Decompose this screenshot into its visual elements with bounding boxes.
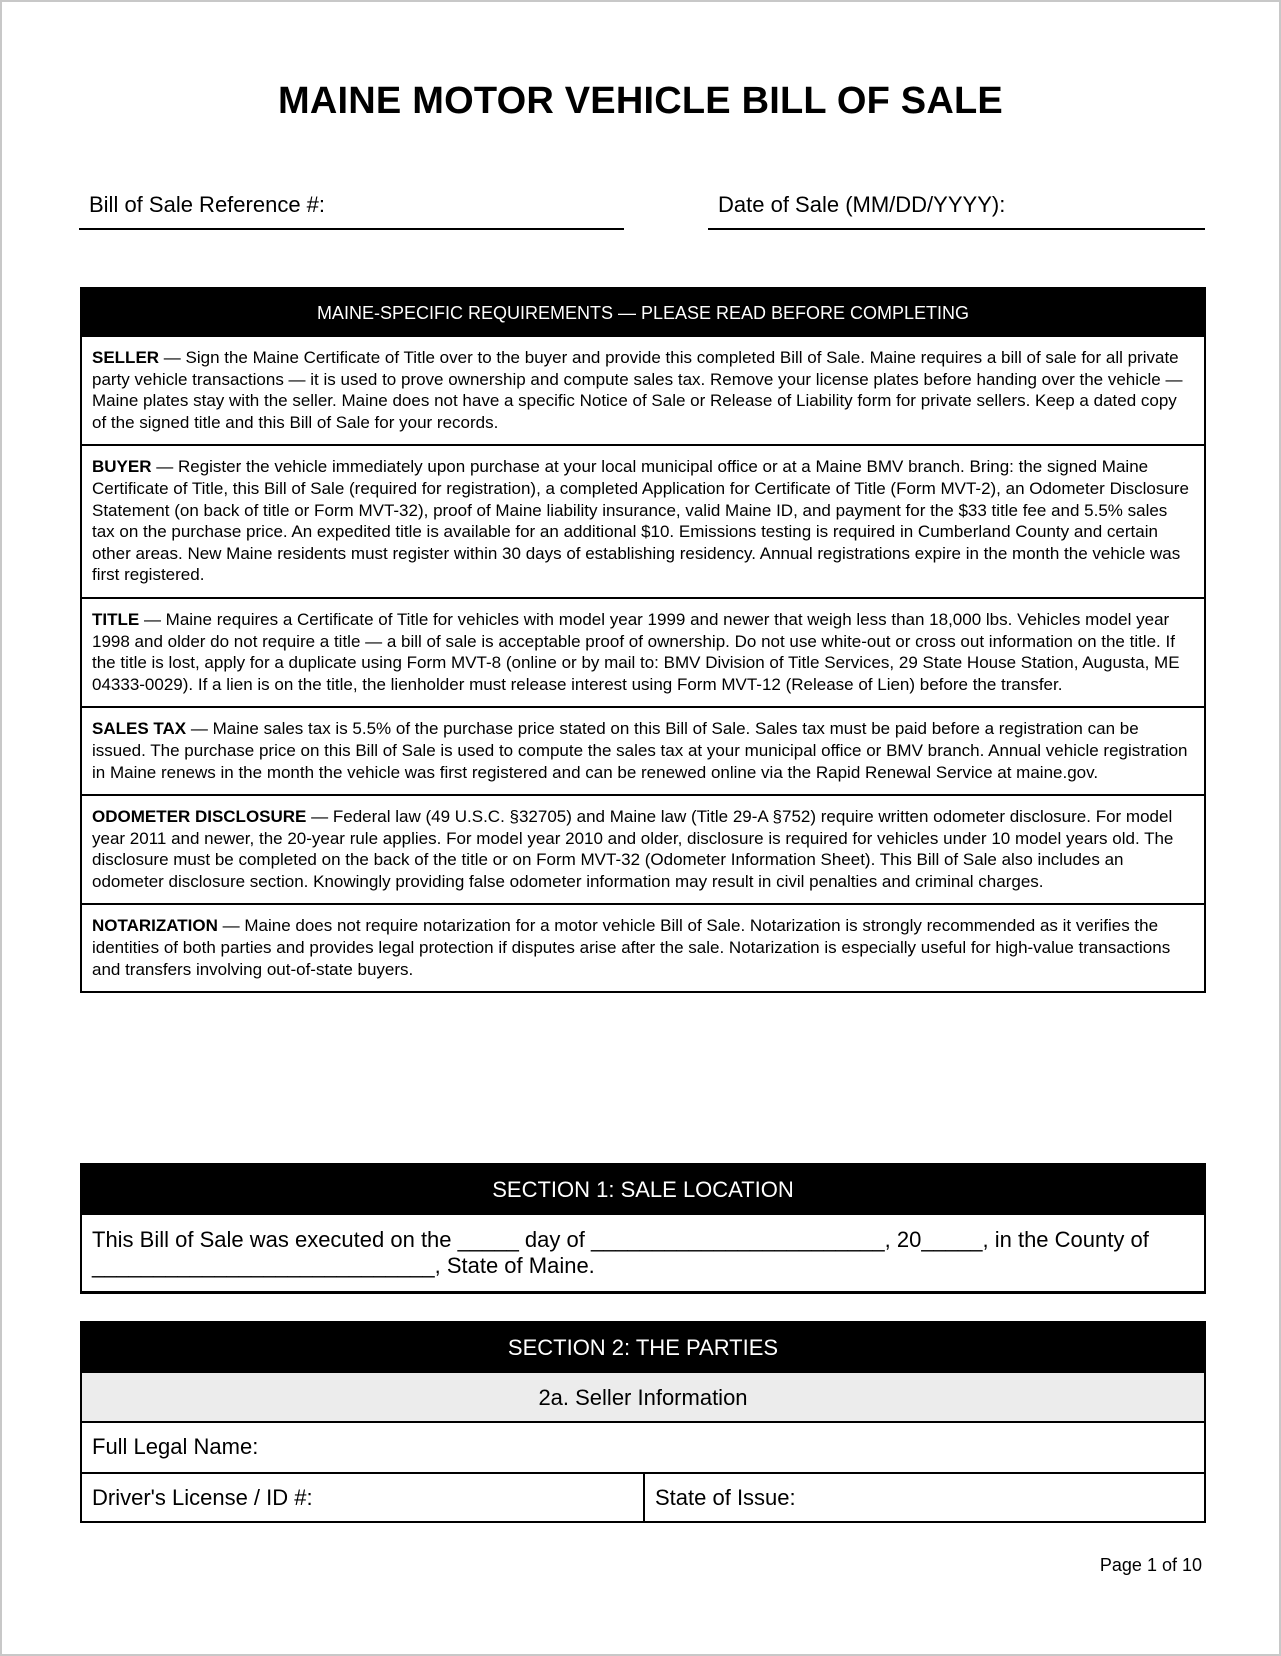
seller-full-name-field[interactable] xyxy=(82,1423,1204,1472)
seller-license-field[interactable] xyxy=(82,1474,645,1521)
section-2-header: SECTION 2: THE PARTIES xyxy=(82,1323,1204,1373)
requirement-text: — Sign the Maine Certificate of Title over to the buyer and provide this completed Bill of Sale. Maine requires a bill of sale for all private party vehicle transactions — it is used to prove ownership and compute sales tax. Remove your license plates before handing over the vehicle — Maine plates stay with the seller. Maine does not have a specific Notice of Sale or Release of Liability form for private sellers. Keep a dated copy of the signed title and this Bill of Sale for your records. xyxy=(92,348,1183,432)
requirement-lead: SELLER xyxy=(92,348,160,367)
seller-state-of-issue-field[interactable] xyxy=(645,1474,1204,1521)
requirement-buyer xyxy=(82,444,1204,597)
document-title: MAINE MOTOR VEHICLE BILL OF SALE xyxy=(278,80,1003,122)
seller-license-row xyxy=(82,1472,1204,1521)
reference-number-field[interactable] xyxy=(79,192,624,230)
requirement-text: — Register the vehicle immediately upon purchase at your local municipal office or at a Maine BMV branch. Bring: the signed Maine Certificate of Title, this Bill of Sale (required for registration), a completed Application for Certificate of Title (Form MVT-2), an Odometer Disclosure Statement (on back of title or Form MVT-32), proof of Maine liability insurance, valid Maine ID, and payment for the $33 title fee and 5.5% sales tax on the purchase price. An expedited title is available for an additional $10. Emissions testing is required in Cumberland County and certain other areas. New Maine residents must register within 30 days of establishing residency. Annual registrations expire in the month the vehicle was first registered. xyxy=(92,457,1189,585)
requirement-text: — Maine requires a Certificate of Title for vehicles with model year 1999 and newer that weigh less than 18,000 lbs. Vehicles model year 1998 and older do not require a title — a bill of sale is acceptable proof of ownership. Do not use white-out or cross out information on the title. If the title is lost, apply for a duplicate using Form MVT-8 (online or by mail to: BMV Division of Title Services, 29 State House Station, Augusta, ME 04333-0029). If a lien is on the title, the lienholder must release interest using Form MVT-12 (Release of Lien) before the transfer. xyxy=(92,609,1180,694)
requirement-lead: BUYER xyxy=(92,457,152,477)
requirement-lead: SALES TAX xyxy=(92,719,187,739)
date-of-sale-label: Date of Sale (MM/DD/YYYY): xyxy=(718,192,1006,217)
section-parties xyxy=(80,1321,1206,1523)
section-sale-location xyxy=(80,1163,1206,1294)
sale-location-statement[interactable]: This Bill of Sale was executed on the _____ day of ________________________, 20_____, in the County of ____________________________, State of Maine. xyxy=(82,1215,1204,1292)
requirement-seller xyxy=(82,337,1204,444)
page-number: Page 1 of 10 xyxy=(1099,1555,1202,1575)
requirement-text: — Maine sales tax is 5.5% of the purchase price stated on this Bill of Sale. Sales tax must be paid before a registration can be issued. The purchase price on this Bill of Sale is used to compute the sales tax at your municipal office or BMV branch. Annual vehicle registration in Maine renews in the month the vehicle was first registered and can be renewed online via the Rapid Renewal Service at maine.gov. xyxy=(92,719,1188,782)
requirement-title xyxy=(82,597,1204,706)
seller-full-name-label: Full Legal Name: xyxy=(92,1434,259,1459)
requirement-odometer xyxy=(82,794,1204,903)
requirement-text: — Federal law (49 U.S.C. §32705) and Maine law (Title 29-A §752) require written odometer disclosure. For model year 2011 and newer, the 20-year rule applies. For model year 2010 and older, disclosure is required for vehicles under 10 model years old. The disclosure must be completed on the back of the title or on Form MVT-32 (Odometer Information Sheet). This Bill of Sale also includes an odometer disclosure section. Knowingly providing false odometer information may result in civil penalties and criminal charges. xyxy=(92,807,1174,891)
date-of-sale-field[interactable] xyxy=(708,192,1205,230)
requirement-lead: TITLE xyxy=(92,609,140,629)
requirements-header: MAINE-SPECIFIC REQUIREMENTS — PLEASE READ BEFORE COMPLETING xyxy=(82,289,1204,337)
seller-license-label: Driver's License / ID #: xyxy=(92,1485,313,1510)
seller-state-of-issue-label: State of Issue: xyxy=(655,1485,796,1510)
reference-number-label: Bill of Sale Reference #: xyxy=(89,192,326,217)
requirement-notarization xyxy=(82,903,1204,991)
requirement-lead: NOTARIZATION xyxy=(92,916,218,936)
requirement-sales-tax xyxy=(82,706,1204,794)
requirement-lead: ODOMETER DISCLOSURE xyxy=(92,807,307,827)
section-1-header: SECTION 1: SALE LOCATION xyxy=(82,1165,1204,1215)
seller-information-subheader: 2a. Seller Information xyxy=(82,1373,1204,1423)
requirements-table xyxy=(80,287,1206,993)
requirement-text: — Maine does not require notarization for a motor vehicle Bill of Sale. Notarization is strongly recommended as it verifies the identities of both parties and provides legal protection if disputes arise after the sale. Notarization is especially useful for high-value transactions and transfers involving out-of-state buyers. xyxy=(92,916,1171,979)
